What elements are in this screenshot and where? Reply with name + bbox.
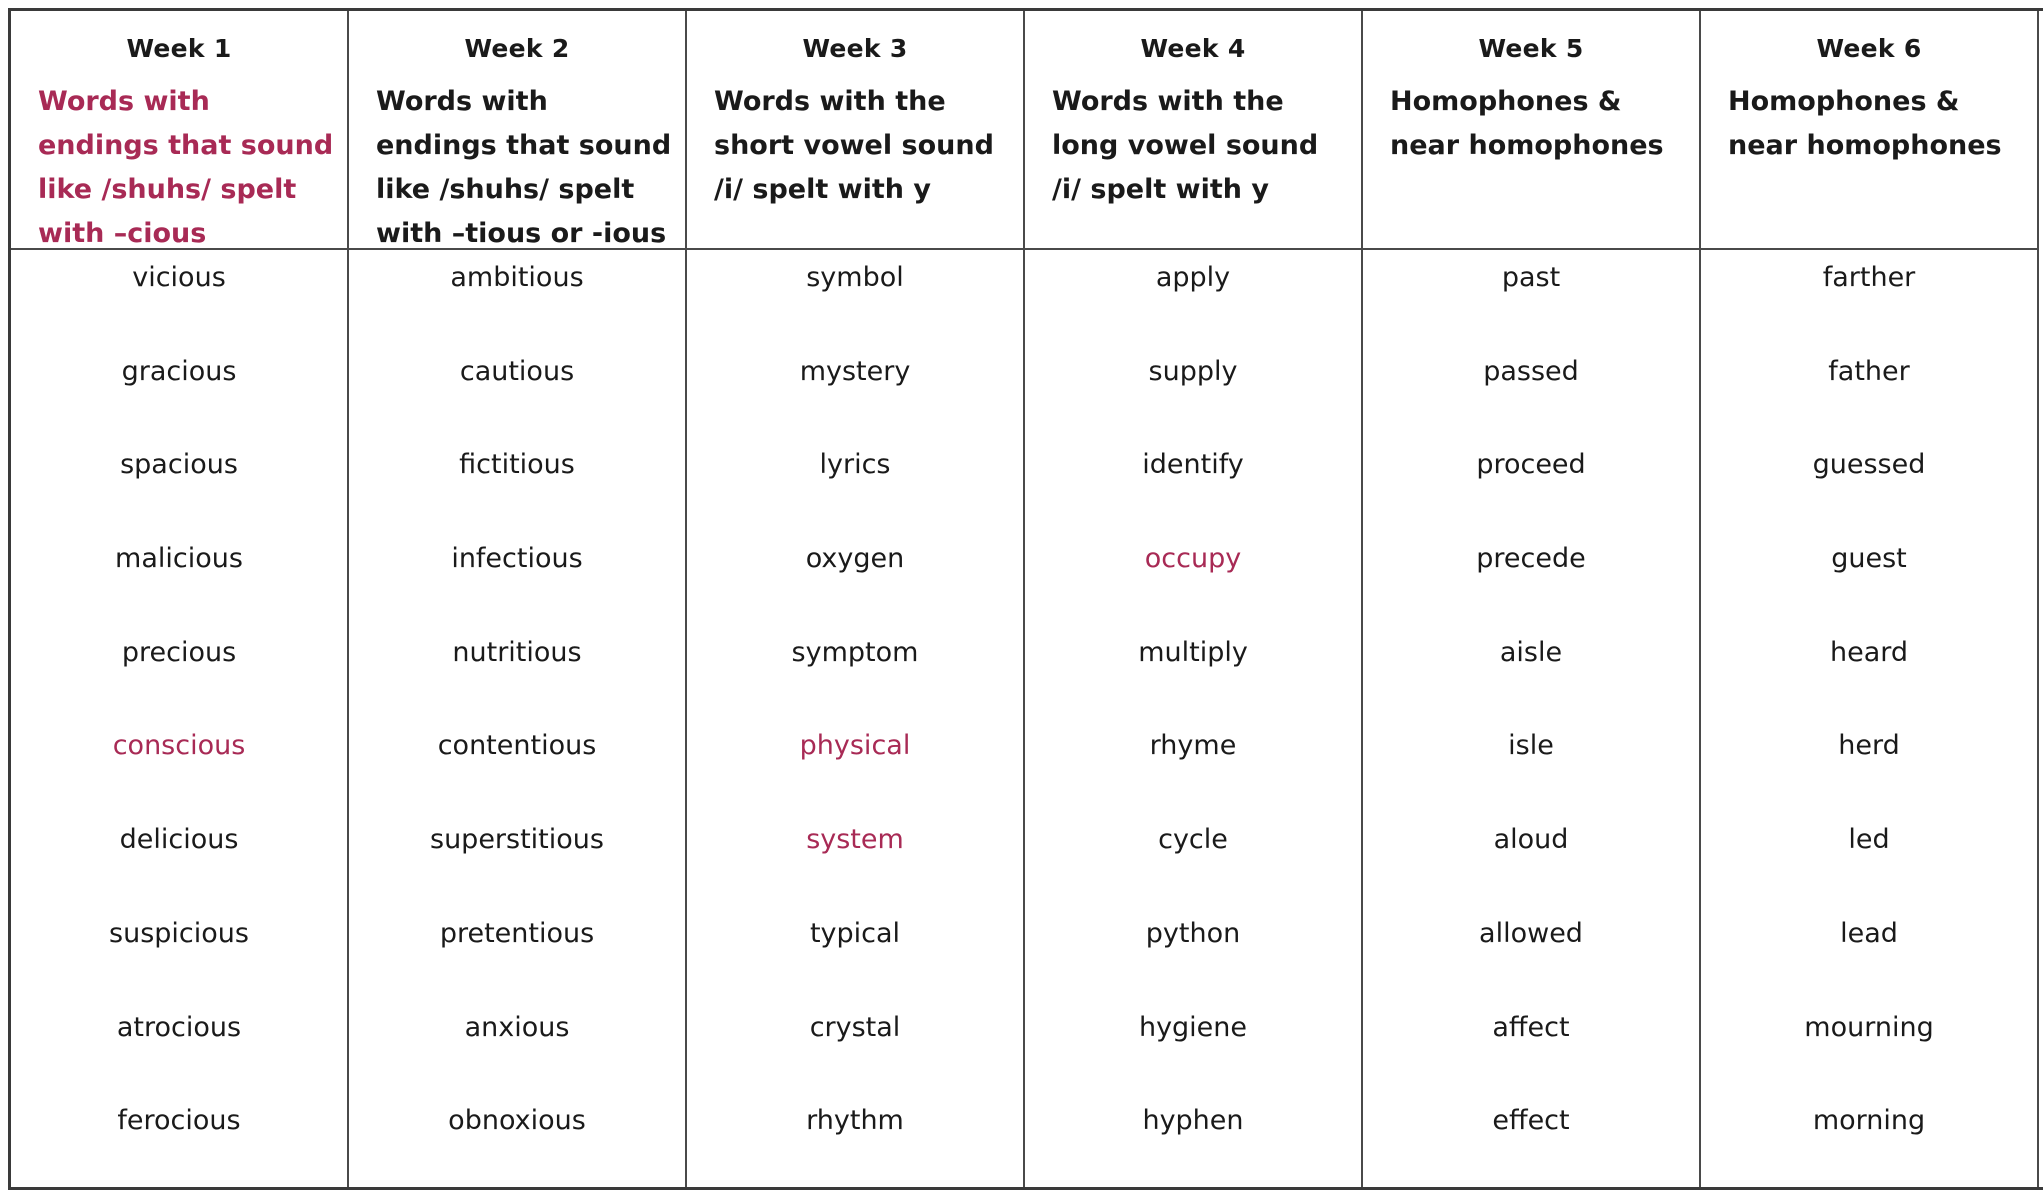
spelling-word: isle xyxy=(1508,730,1554,761)
week-label: Week 3 xyxy=(802,34,908,63)
spelling-word: oxygen xyxy=(805,543,905,574)
spelling-word: anxious xyxy=(464,1012,570,1043)
topic-heading: Homophones & near homophones xyxy=(1728,86,2002,161)
spelling-word: suspicious xyxy=(109,918,249,949)
spelling-word: guest xyxy=(1831,543,1907,574)
week-label: Week 2 xyxy=(464,34,570,63)
spelling-word: ambitious xyxy=(450,262,584,293)
spelling-word: lyrics xyxy=(819,449,891,480)
spelling-word: rhythm xyxy=(806,1105,904,1136)
spelling-word: aloud xyxy=(1493,824,1569,855)
spelling-word: physical xyxy=(799,730,911,761)
spelling-word: supply xyxy=(1148,356,1238,387)
spelling-word: affect xyxy=(1492,1012,1570,1043)
spelling-word: led xyxy=(1848,824,1890,855)
topic-heading: Homophones & near homophones xyxy=(1390,86,1664,161)
spelling-word: atrocious xyxy=(116,1012,242,1043)
spelling-word: malicious xyxy=(115,543,243,574)
spelling-word: obnoxious xyxy=(448,1105,586,1136)
spelling-word: spacious xyxy=(120,449,238,480)
spelling-word: heard xyxy=(1829,637,1909,668)
spelling-word: rhyme xyxy=(1149,730,1237,761)
spelling-table xyxy=(8,8,2043,1190)
spelling-word: cycle xyxy=(1158,824,1228,855)
spelling-word: cautious xyxy=(459,356,575,387)
topic-heading: Words with the long vowel sound /i/ spelt with y xyxy=(1052,86,1319,205)
week-column-4 xyxy=(1025,11,1363,1187)
column-header xyxy=(1025,11,1361,250)
topic-heading: Words with the short vowel sound /i/ spelt with y xyxy=(714,86,994,205)
spelling-word: typical xyxy=(809,918,901,949)
week-label: Week 6 xyxy=(1816,34,1922,63)
column-header xyxy=(1701,11,2037,250)
column-header xyxy=(349,11,685,250)
spelling-word: guessed xyxy=(1812,449,1926,480)
spelling-word: lead xyxy=(1840,918,1898,949)
week-column-3 xyxy=(687,11,1025,1187)
spelling-word: fictitious xyxy=(459,449,575,480)
spelling-word: pretentious xyxy=(439,918,595,949)
spelling-word: mystery xyxy=(799,356,911,387)
week-column-2 xyxy=(349,11,687,1187)
spelling-word: mourning xyxy=(1804,1012,1934,1043)
column-header xyxy=(687,11,1023,250)
spelling-word: delicious xyxy=(119,824,239,855)
spelling-word: past xyxy=(1501,262,1561,293)
spelling-word: superstitious xyxy=(430,824,604,855)
spelling-word: conscious xyxy=(112,730,246,761)
spelling-word: symbol xyxy=(806,262,904,293)
spelling-word: gracious xyxy=(121,356,237,387)
spelling-word: vicious xyxy=(132,262,226,293)
spelling-word: hyphen xyxy=(1142,1105,1244,1136)
spelling-word: precious xyxy=(121,637,237,668)
week-column-1 xyxy=(11,11,349,1187)
week-label: Week 4 xyxy=(1140,34,1246,63)
spelling-word: contentious xyxy=(437,730,597,761)
spelling-word: passed xyxy=(1483,356,1579,387)
spelling-word: proceed xyxy=(1476,449,1586,480)
spelling-word: symptom xyxy=(791,637,919,668)
spelling-word: system xyxy=(806,824,904,855)
spelling-word: infectious xyxy=(451,543,583,574)
column-header xyxy=(1363,11,1699,250)
week-label: Week 1 xyxy=(126,34,232,63)
spelling-word: aisle xyxy=(1499,637,1563,668)
spelling-word: crystal xyxy=(809,1012,901,1043)
spelling-word: identify xyxy=(1142,449,1244,480)
spelling-word: allowed xyxy=(1479,918,1583,949)
week-column-5 xyxy=(1363,11,1701,1187)
week-column-6 xyxy=(1701,11,2039,1187)
topic-heading: Words with endings that sound like /shuhs/ spelt with –cious xyxy=(38,86,334,249)
spelling-word: python xyxy=(1145,918,1241,949)
spelling-word: herd xyxy=(1838,730,1900,761)
column-header xyxy=(11,11,347,250)
spelling-word: apply xyxy=(1155,262,1231,293)
spelling-word: farther xyxy=(1822,262,1916,293)
spelling-word: precede xyxy=(1476,543,1586,574)
spelling-word: nutritious xyxy=(452,637,582,668)
spelling-word: occupy xyxy=(1144,543,1242,574)
week-label: Week 5 xyxy=(1478,34,1584,63)
spelling-word: father xyxy=(1828,356,1910,387)
topic-heading: Words with endings that sound like /shuhs/ spelt with –tious or -ious xyxy=(376,86,672,249)
spelling-word: effect xyxy=(1492,1105,1570,1136)
spelling-word: ferocious xyxy=(117,1105,241,1136)
spelling-word: morning xyxy=(1812,1105,1926,1136)
spelling-word: hygiene xyxy=(1138,1012,1248,1043)
spelling-word: multiply xyxy=(1138,637,1248,668)
